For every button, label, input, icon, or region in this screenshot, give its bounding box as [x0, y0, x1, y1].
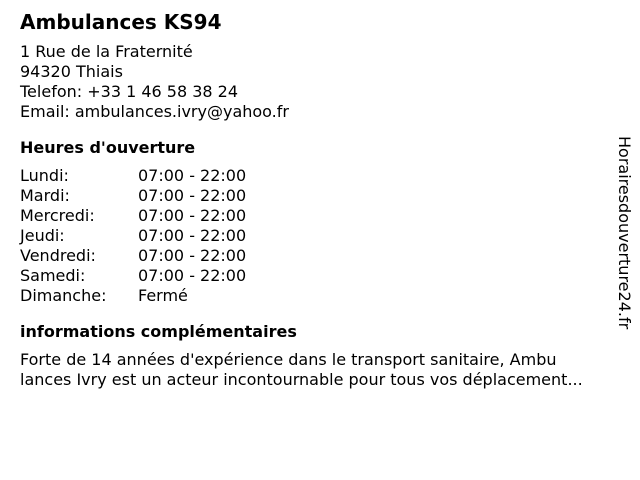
hours-time: 07:00 - 22:00	[138, 266, 247, 285]
opening-hours-heading: Heures d'ouverture	[20, 138, 196, 157]
hours-time: 07:00 - 22:00	[138, 186, 247, 205]
hours-day: Vendredi:	[20, 246, 96, 265]
hours-day: Jeudi:	[20, 226, 65, 245]
hours-row-sunday	[20, 286, 610, 306]
hours-time: Fermé	[138, 286, 188, 305]
hours-day: Dimanche:	[20, 286, 107, 305]
additional-info-line-2: lances Ivry est un acteur incontournable pour tous vos déplacement...	[20, 370, 583, 389]
hours-day: Lundi:	[20, 166, 69, 185]
address-line-1: 1 Rue de la Fraternité	[20, 42, 193, 61]
email-line: Email: ambulances.ivry@yahoo.fr	[20, 102, 289, 121]
opening-hours-list	[20, 166, 610, 306]
business-details	[20, 10, 610, 390]
hours-time: 07:00 - 22:00	[138, 206, 247, 225]
phone-line: Telefon: +33 1 46 58 38 24	[20, 82, 239, 101]
additional-info-heading: informations complémentaires	[20, 322, 297, 341]
address-line-2: 94320 Thiais	[20, 62, 123, 81]
site-watermark: Horairesdouverture24.fr	[615, 136, 634, 330]
hours-time: 07:00 - 22:00	[138, 226, 247, 245]
business-name: Ambulances KS94	[20, 10, 222, 34]
hours-day: Samedi:	[20, 266, 86, 285]
hours-time: 07:00 - 22:00	[138, 246, 247, 265]
hours-day: Mardi:	[20, 186, 70, 205]
hours-row-monday	[20, 166, 610, 186]
hours-row-tuesday	[20, 186, 610, 206]
hours-row-saturday	[20, 266, 610, 286]
hours-time: 07:00 - 22:00	[138, 166, 247, 185]
additional-info-line-1: Forte de 14 années d'expérience dans le transport sanitaire, Ambu	[20, 350, 557, 369]
hours-row-wednesday	[20, 206, 610, 226]
hours-row-friday	[20, 246, 610, 266]
hours-row-thursday	[20, 226, 610, 246]
hours-day: Mercredi:	[20, 206, 95, 225]
